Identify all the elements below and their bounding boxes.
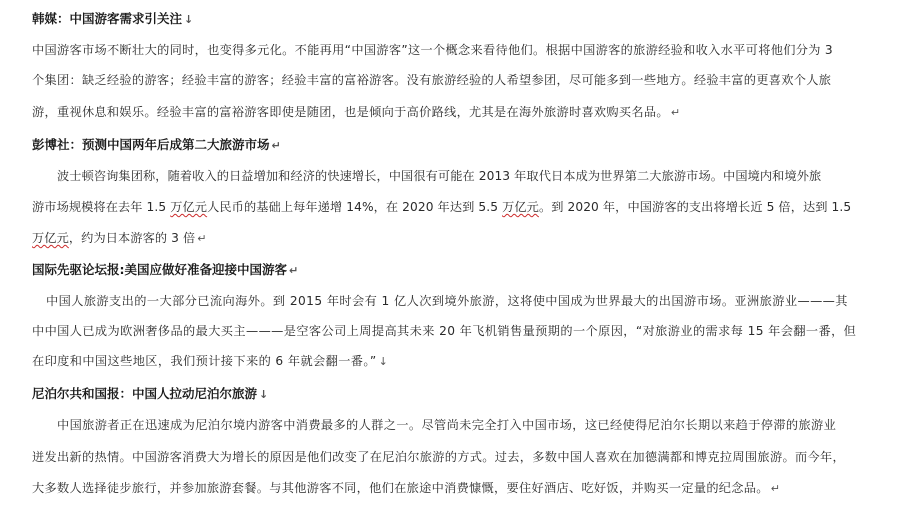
section-heading: 尼泊尔共和国报：中国人拉动尼泊尔旅游 ↓ bbox=[32, 386, 269, 401]
paragraph-line: 游市场规模将在去年 1.5 万亿元人民币的基础上每年递增 14%，在 2020 年达到 5.5 万亿元。到 2020 年，中国游客的支出将增长近 5 倍，达到 1.5 bbox=[32, 200, 852, 214]
paragraph-mark: ↵ bbox=[271, 139, 281, 152]
paragraph-line: 中国游客市场不断壮大的同时，也变得多元化。不能再用“中国游客”这一个概念来看待他们。根据中国游客的旅游经验和收入水平可将他们分为 3 bbox=[32, 43, 833, 57]
paragraph-line-last: 万亿元，约为日本游客的 3 倍 ↵ bbox=[32, 231, 207, 245]
paragraph-line: 中中国人已成为欧洲奢侈品的最大买主———是空客公司上周提高其未来 20 年飞机销售量预期的一个原因，“对旅游业的需求每 15 年会翻一番，但 bbox=[32, 324, 857, 338]
paragraph-line-last: 大多数人选择徒步旅行，并参加旅游套餐。与其他游客不同，他们在旅途中消费慷慨，要住好酒店、吃好饭，并购买一定量的纪念品。 ↵ bbox=[32, 481, 781, 495]
spellcheck-underline: 万亿元 bbox=[170, 200, 208, 214]
paragraph-mark: ↓ bbox=[184, 13, 194, 26]
paragraph-mark: ↵ bbox=[197, 232, 207, 245]
spellcheck-underline: 万亿元 bbox=[502, 200, 539, 214]
paragraph-line: 个集团：缺乏经验的游客；经验丰富的游客；经验丰富的富裕游客。没有旅游经验的人希望参团，尽可能多到一些地方。经验丰富的更喜欢个人旅 bbox=[32, 73, 832, 87]
paragraph-mark: ↓ bbox=[259, 388, 269, 401]
spellcheck-underline: 万亿元 bbox=[32, 231, 69, 245]
section-heading: 国际先驱论坛报:美国应做好准备迎接中国游客 ↵ bbox=[32, 262, 299, 277]
paragraph-mark: ↵ bbox=[289, 264, 299, 277]
paragraph-line: 迸发出新的热情。中国游客消费大为增长的原因是他们改变了在尼泊尔旅游的方式。过去，多数中国人喜欢在加德满都和博克拉周围旅游。而今年， bbox=[32, 450, 845, 464]
paragraph-mark: ↵ bbox=[770, 482, 781, 495]
paragraph-mark: ↓ bbox=[378, 355, 389, 368]
section-heading: 彭博社：预测中国两年后成第二大旅游市场 ↵ bbox=[32, 137, 281, 152]
paragraph-line-last: 游，重视休息和娱乐。经验丰富的富裕游客即使是随团，也是倾向于高价路线，尤其是在海外旅游时喜欢购买名品。 ↵ bbox=[32, 105, 681, 119]
paragraph-line-last: 在印度和中国这些地区，我们预计接下来的 6 年就会翻一番。” ↓ bbox=[32, 354, 389, 368]
paragraph-line: 波士顿咨询集团称，随着收入的日益增加和经济的快速增长，中国很有可能在 2013 年取代日本成为世界第二大旅游市场。中国境内和境外旅 bbox=[57, 169, 822, 183]
paragraph-line: 中国旅游者正在迅速成为尼泊尔境内游客中消费最多的人群之一。尽管尚未完全打入中国市场，这已经使得尼泊尔长期以来趋于停滞的旅游业 bbox=[57, 418, 837, 432]
section-heading: 韩媒：中国游客需求引关注 ↓ bbox=[32, 11, 194, 26]
paragraph-line: 中国人旅游支出的一大部分已流向海外。到 2015 年时会有 1 亿人次到境外旅游，这将使中国成为世界最大的出国游市场。亚洲旅游业———其 bbox=[46, 294, 848, 308]
paragraph-mark: ↵ bbox=[670, 106, 681, 119]
